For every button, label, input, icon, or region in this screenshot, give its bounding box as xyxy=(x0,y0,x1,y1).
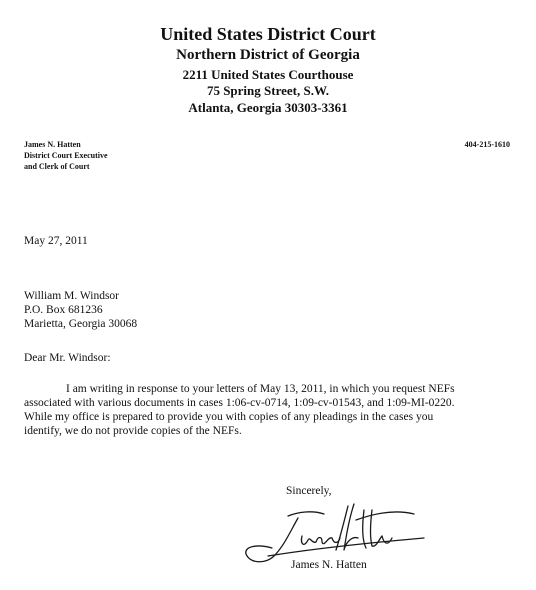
court-name: United States District Court xyxy=(160,24,376,44)
salutation: Dear Mr. Windsor: xyxy=(24,352,111,364)
body-line: I am writing in response to your letters of May 13, 2011, in which you request NEFs xyxy=(66,383,455,395)
courthouse-address-line2: 75 Spring Street, S.W. xyxy=(206,83,330,98)
recipient-block xyxy=(24,289,137,331)
courthouse-address-line3: Atlanta, Georgia 30303-3361 xyxy=(188,100,348,115)
body-line: identify, we do not provide copies of the NEFs. xyxy=(24,425,242,437)
sender-title-line1: District Court Executive xyxy=(24,151,108,160)
sender-name: James N. Hatten xyxy=(24,140,81,149)
body-paragraph xyxy=(24,382,524,438)
body-line: While my office is prepared to provide you with copies of any pleadings in the cases you xyxy=(24,411,434,423)
letter-date: May 27, 2011 xyxy=(24,235,88,247)
recipient-address-line1: P.O. Box 681236 xyxy=(24,304,103,316)
body-line: associated with various documents in cases 1:06-cv-0714, 1:09-cv-01543, and 1:09-MI-0220. xyxy=(24,397,455,409)
signer-name: James N. Hatten xyxy=(291,559,367,571)
recipient-address-line2: Marietta, Georgia 30068 xyxy=(24,318,138,330)
district-name: Northern District of Georgia xyxy=(176,47,360,63)
sender-block xyxy=(24,139,108,172)
sender-title-line2: and Clerk of Court xyxy=(24,162,90,171)
closing: Sincerely, xyxy=(286,485,332,497)
recipient-name: William M. Windsor xyxy=(24,290,120,302)
courthouse-address-line1: 2211 United States Courthouse xyxy=(182,67,354,82)
sender-phone: 404-215-1610 xyxy=(464,140,510,149)
